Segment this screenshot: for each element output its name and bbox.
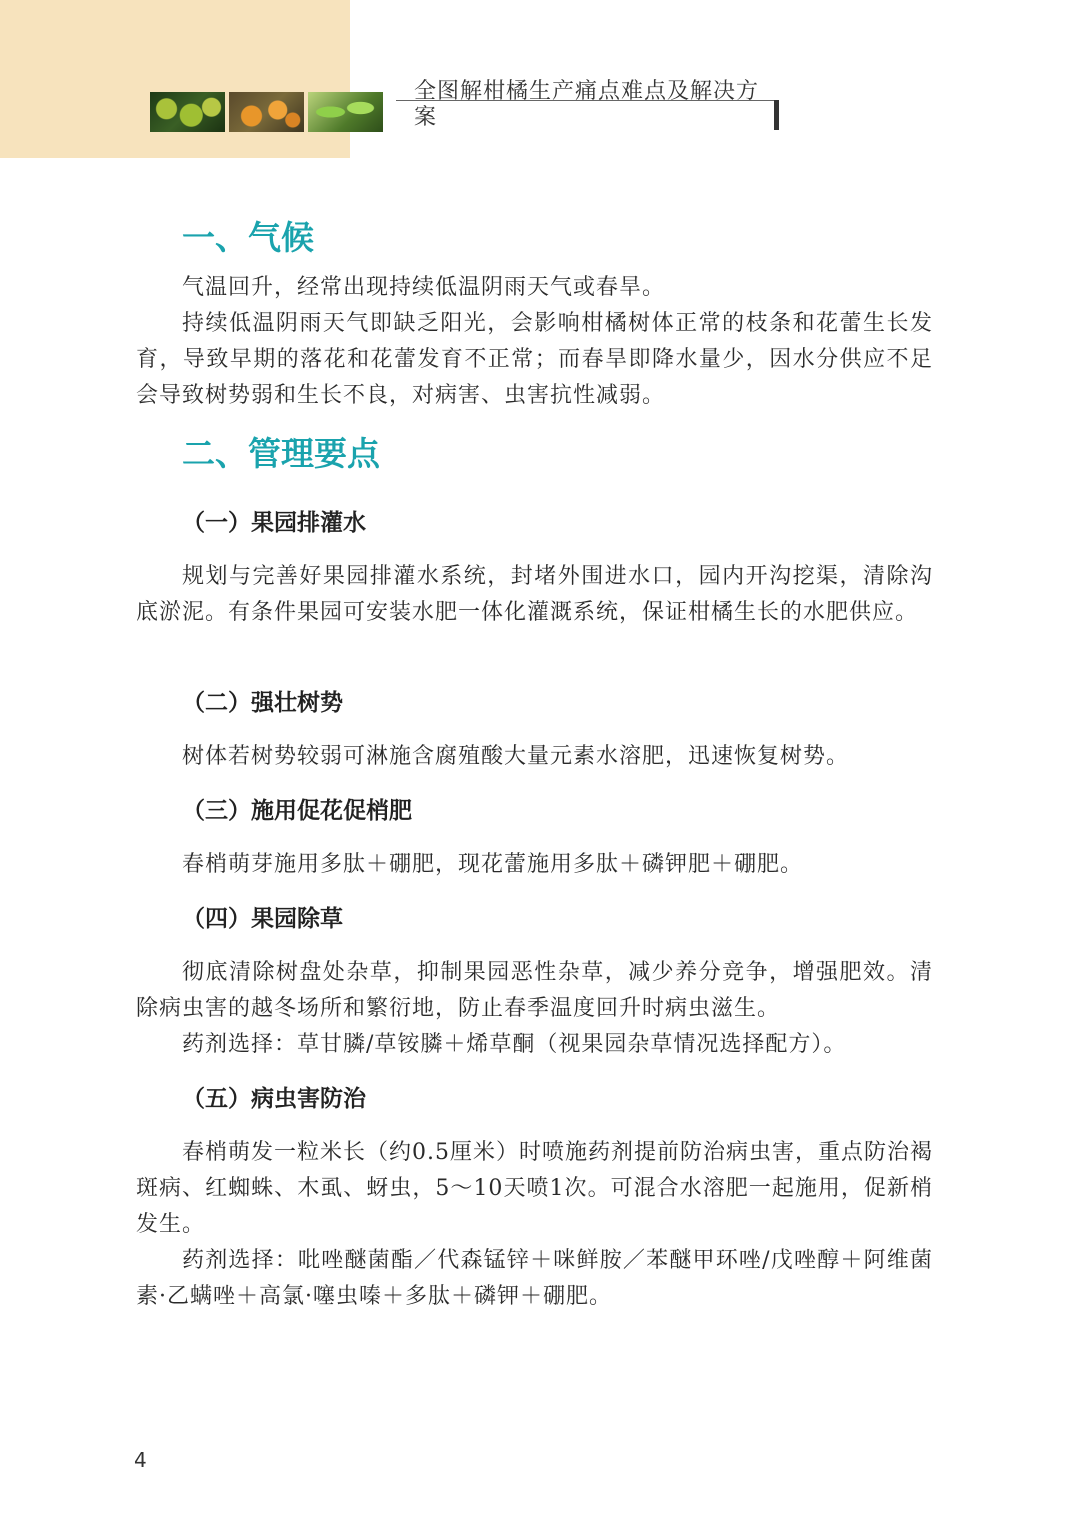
header-title-box bbox=[396, 79, 776, 131]
irrigation-paragraph: 规划与完善好果园排灌水系统，封堵外围进水口，园内开沟挖渠，清除沟底淤泥。有条件果园可安装水肥一体化灌溉系统，保证柑橘生长的水肥供应。 bbox=[136, 564, 933, 625]
header-photo-strip bbox=[150, 92, 383, 132]
green-citrus-photo bbox=[150, 92, 225, 132]
pest-control-paragraph-2: 药剂选择：吡唑醚菌酯／代森锰锌＋咪鲜胺／苯醚甲环唑/戊唑醇＋阿维菌素·乙螨唑＋高氯·噻虫嗪＋多肽＋磷钾＋硼肥。 bbox=[136, 1248, 933, 1309]
citrus-leaves-photo bbox=[308, 92, 383, 132]
climate-paragraph-2: 持续低温阴雨天气即缺乏阳光，会影响柑橘树体正常的枝条和花蕾生长发育，导致早期的落花和花蕾发育不正常；而春旱即降水量少，因水分供应不足会导致树势弱和生长不良，对病害、虫害抗性减弱。 bbox=[136, 311, 933, 408]
subheading-irrigation: （一）果园排灌水 bbox=[182, 510, 366, 536]
climate-paragraph-1: 气温回升，经常出现持续低温阴雨天气或春旱。 bbox=[182, 275, 666, 300]
subheading-fertilizer: （三）施用促花促梢肥 bbox=[182, 798, 412, 824]
subheading-weeding: （四）果园除草 bbox=[182, 906, 343, 932]
book-title: 全图解柑橘生产痛点难点及解决方案 bbox=[414, 79, 760, 130]
subheading-tree-vigor: （二）强壮树势 bbox=[182, 690, 343, 716]
header-color-block bbox=[0, 0, 350, 158]
fertilizer-paragraph: 春梢萌芽施用多肽＋硼肥，现花蕾施用多肽＋磷钾肥＋硼肥。 bbox=[182, 852, 804, 877]
pest-control-paragraph-1: 春梢萌发一粒米长（约0.5厘米）时喷施药剂提前防治病虫害，重点防治褐斑病、红蜘蛛、木虱、蚜虫，5～10天喷1次。可混合水溶肥一起施用，促新梢发生。 bbox=[136, 1140, 933, 1237]
tree-vigor-paragraph: 树体若树势较弱可淋施含腐殖酸大量元素水溶肥，迅速恢复树势。 bbox=[182, 744, 850, 769]
weeding-paragraph-1: 彻底清除树盘处杂草，抑制果园恶性杂草，减少养分竞争，增强肥效。清除病虫害的越冬场所和繁衍地，防止春季温度回升时病虫滋生。 bbox=[136, 960, 933, 1021]
orange-citrus-photo bbox=[229, 92, 304, 132]
header-end-bar bbox=[774, 100, 779, 130]
weeding-paragraph-2: 药剂选择：草甘膦/草铵膦＋烯草酮（视果园杂草情况选择配方）。 bbox=[182, 1032, 847, 1057]
page-number: 4 bbox=[134, 1448, 147, 1472]
section-heading-climate: 一、气候 bbox=[182, 218, 314, 257]
section-heading-management: 二、管理要点 bbox=[182, 434, 380, 473]
subheading-pest-control: （五）病虫害防治 bbox=[182, 1086, 366, 1112]
